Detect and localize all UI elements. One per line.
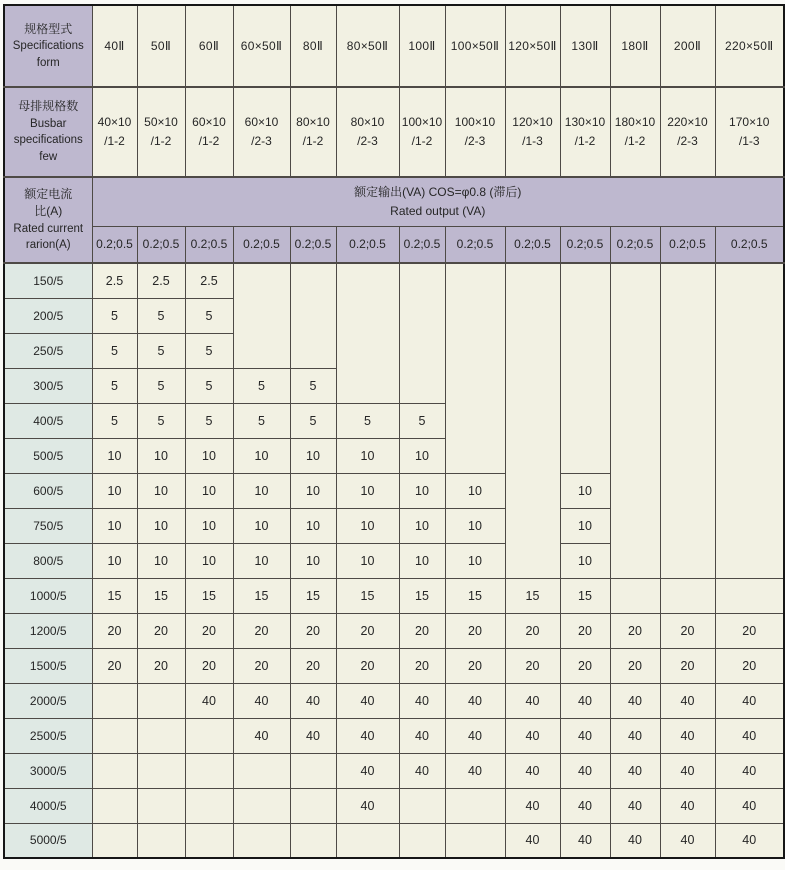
value-cell: 40 bbox=[399, 683, 445, 718]
value-cell: 5 bbox=[336, 403, 399, 438]
row-label: 5000/5 bbox=[4, 823, 92, 858]
value-cell: 5 bbox=[185, 333, 233, 368]
column-header: 100×50Ⅱ bbox=[445, 5, 505, 87]
value-cell: 40 bbox=[336, 683, 399, 718]
value-cell: 20 bbox=[290, 648, 336, 683]
merged-empty-cell bbox=[505, 263, 560, 578]
value-cell: 15 bbox=[505, 578, 560, 613]
value-cell: 40 bbox=[660, 753, 715, 788]
empty-cell bbox=[290, 823, 336, 858]
value-cell: 15 bbox=[336, 578, 399, 613]
value-cell: 2.5 bbox=[92, 263, 137, 298]
value-cell: 40 bbox=[336, 788, 399, 823]
value-cell: 40 bbox=[715, 823, 784, 858]
value-cell: 20 bbox=[92, 648, 137, 683]
value-cell: 10 bbox=[336, 543, 399, 578]
accuracy-class-cell: 0.2;0.5 bbox=[137, 226, 185, 263]
column-header: 60Ⅱ bbox=[185, 5, 233, 87]
busbar-spec-cell bbox=[92, 87, 137, 177]
accuracy-class-cell: 0.2;0.5 bbox=[715, 226, 784, 263]
value-cell: 10 bbox=[445, 543, 505, 578]
column-header: 200Ⅱ bbox=[660, 5, 715, 87]
column-header: 60×50Ⅱ bbox=[233, 5, 290, 87]
empty-cell bbox=[445, 788, 505, 823]
value-cell: 40 bbox=[505, 683, 560, 718]
value-cell: 40 bbox=[560, 753, 610, 788]
table-row bbox=[4, 788, 784, 823]
rated-output-en: Rated output (VA) bbox=[390, 203, 486, 218]
busbar-spec-cell bbox=[505, 87, 560, 177]
value-cell: 20 bbox=[233, 648, 290, 683]
empty-cell bbox=[137, 683, 185, 718]
accuracy-class-cell: 0.2;0.5 bbox=[445, 226, 505, 263]
merged-empty-cell bbox=[715, 263, 784, 578]
value-cell: 20 bbox=[560, 613, 610, 648]
empty-cell bbox=[137, 823, 185, 858]
value-cell: 20 bbox=[290, 613, 336, 648]
value-cell: 20 bbox=[445, 613, 505, 648]
empty-cell bbox=[290, 753, 336, 788]
value-cell: 20 bbox=[185, 613, 233, 648]
value-cell: 10 bbox=[560, 543, 610, 578]
value-cell: 40 bbox=[715, 753, 784, 788]
busbar-spec-line: 100×10 bbox=[454, 115, 496, 130]
value-cell: 15 bbox=[92, 578, 137, 613]
value-cell: 40 bbox=[560, 683, 610, 718]
value-cell: 40 bbox=[560, 718, 610, 753]
value-cell: 10 bbox=[185, 438, 233, 473]
busbar-spec-cell bbox=[560, 87, 610, 177]
value-cell: 40 bbox=[445, 718, 505, 753]
merged-empty-cell bbox=[336, 263, 399, 403]
value-cell: 5 bbox=[92, 298, 137, 333]
busbar-spec-line: 220×10 bbox=[667, 115, 708, 130]
row-label: 200/5 bbox=[4, 298, 92, 333]
value-cell: 40 bbox=[560, 788, 610, 823]
value-cell: 20 bbox=[560, 648, 610, 683]
empty-cell bbox=[660, 578, 715, 613]
busbar-spec-line: 40×10 bbox=[97, 115, 132, 130]
value-cell: 5 bbox=[233, 368, 290, 403]
value-cell: 15 bbox=[137, 578, 185, 613]
row-label: 150/5 bbox=[4, 263, 92, 298]
value-cell: 20 bbox=[92, 613, 137, 648]
value-cell: 40 bbox=[610, 823, 660, 858]
row-label: 2500/5 bbox=[4, 718, 92, 753]
empty-cell bbox=[185, 788, 233, 823]
value-cell: 40 bbox=[505, 753, 560, 788]
value-cell: 10 bbox=[92, 473, 137, 508]
rated-output-header bbox=[92, 177, 784, 226]
busbar-spec-line: 60×10 bbox=[192, 115, 226, 130]
busbar-spec-line: /2-3 bbox=[677, 134, 698, 148]
value-cell: 5 bbox=[92, 333, 137, 368]
empty-cell bbox=[92, 788, 137, 823]
row-label: 4000/5 bbox=[4, 788, 92, 823]
value-cell: 5 bbox=[290, 403, 336, 438]
row-label: 1500/5 bbox=[4, 648, 92, 683]
value-cell: 40 bbox=[610, 788, 660, 823]
value-cell: 2.5 bbox=[137, 263, 185, 298]
table-row bbox=[4, 823, 784, 858]
rated-output-zh: 额定输出(VA) COS=φ0.8 (滞后) bbox=[354, 184, 522, 199]
value-cell: 10 bbox=[336, 438, 399, 473]
value-cell: 10 bbox=[233, 473, 290, 508]
busbar-spec-line: 170×10 bbox=[729, 115, 770, 130]
value-cell: 10 bbox=[137, 473, 185, 508]
busbar-zh: 母排规格数 bbox=[18, 99, 79, 114]
value-cell: 40 bbox=[660, 788, 715, 823]
accuracy-class-cell: 0.2;0.5 bbox=[336, 226, 399, 263]
value-cell: 20 bbox=[399, 613, 445, 648]
table-row bbox=[4, 753, 784, 788]
accuracy-class-cell: 0.2;0.5 bbox=[660, 226, 715, 263]
busbar-spec-line: /1-3 bbox=[522, 134, 543, 148]
busbar-spec-line: /1-2 bbox=[574, 134, 596, 148]
value-cell: 10 bbox=[336, 473, 399, 508]
busbar-spec-cell bbox=[610, 87, 660, 177]
empty-cell bbox=[233, 823, 290, 858]
empty-cell bbox=[185, 718, 233, 753]
value-cell: 40 bbox=[445, 753, 505, 788]
value-cell: 40 bbox=[660, 683, 715, 718]
value-cell: 10 bbox=[399, 473, 445, 508]
busbar-spec-line: /2-3 bbox=[251, 134, 272, 148]
row-label: 1000/5 bbox=[4, 578, 92, 613]
value-cell: 10 bbox=[185, 473, 233, 508]
column-header: 50Ⅱ bbox=[137, 5, 185, 87]
value-cell: 40 bbox=[560, 823, 610, 858]
value-cell: 5 bbox=[137, 333, 185, 368]
value-cell: 20 bbox=[715, 648, 784, 683]
value-cell: 15 bbox=[185, 578, 233, 613]
busbar-en2: specifications bbox=[13, 134, 83, 147]
value-cell: 15 bbox=[290, 578, 336, 613]
busbar-spec-line: 100×10 bbox=[401, 115, 443, 130]
row-label: 800/5 bbox=[4, 543, 92, 578]
accuracy-class-cell: 0.2;0.5 bbox=[505, 226, 560, 263]
value-cell: 40 bbox=[233, 683, 290, 718]
value-cell: 15 bbox=[399, 578, 445, 613]
empty-cell bbox=[92, 753, 137, 788]
value-cell: 5 bbox=[92, 403, 137, 438]
value-cell: 40 bbox=[185, 683, 233, 718]
value-cell: 40 bbox=[233, 718, 290, 753]
busbar-spec-line: 180×10 bbox=[614, 115, 656, 130]
row-label: 1200/5 bbox=[4, 613, 92, 648]
busbar-header-row bbox=[4, 87, 784, 177]
value-cell: 5 bbox=[137, 368, 185, 403]
value-cell: 10 bbox=[233, 508, 290, 543]
accuracy-class-cell: 0.2;0.5 bbox=[92, 226, 137, 263]
value-cell: 40 bbox=[336, 718, 399, 753]
busbar-spec-cell bbox=[233, 87, 290, 177]
value-cell: 2.5 bbox=[185, 263, 233, 298]
empty-cell bbox=[399, 823, 445, 858]
spec-form-header bbox=[4, 5, 92, 87]
value-cell: 20 bbox=[505, 648, 560, 683]
empty-cell bbox=[610, 578, 660, 613]
specifications-table bbox=[3, 4, 785, 859]
row-label: 300/5 bbox=[4, 368, 92, 403]
value-cell: 10 bbox=[92, 438, 137, 473]
busbar-en1: Busbar bbox=[30, 117, 67, 130]
busbar-spec-line: /1-2 bbox=[198, 134, 220, 148]
value-cell: 40 bbox=[505, 823, 560, 858]
value-cell: 20 bbox=[336, 613, 399, 648]
empty-cell bbox=[715, 578, 784, 613]
value-cell: 10 bbox=[445, 473, 505, 508]
empty-cell bbox=[445, 823, 505, 858]
empty-cell bbox=[290, 788, 336, 823]
accuracy-class-cell: 0.2;0.5 bbox=[399, 226, 445, 263]
accuracy-class-cell: 0.2;0.5 bbox=[290, 226, 336, 263]
value-cell: 5 bbox=[399, 403, 445, 438]
empty-cell bbox=[336, 823, 399, 858]
table-row bbox=[4, 718, 784, 753]
value-cell: 10 bbox=[137, 508, 185, 543]
value-cell: 5 bbox=[233, 403, 290, 438]
value-cell: 20 bbox=[445, 648, 505, 683]
table-row bbox=[4, 683, 784, 718]
value-cell: 40 bbox=[660, 823, 715, 858]
column-header: 80Ⅱ bbox=[290, 5, 336, 87]
value-cell: 5 bbox=[92, 368, 137, 403]
accuracy-class-row bbox=[4, 226, 784, 263]
value-cell: 40 bbox=[660, 718, 715, 753]
value-cell: 10 bbox=[233, 543, 290, 578]
rated-current-zh1: 额定电流 bbox=[24, 186, 73, 201]
value-cell: 5 bbox=[185, 403, 233, 438]
row-label: 250/5 bbox=[4, 333, 92, 368]
value-cell: 20 bbox=[233, 613, 290, 648]
accuracy-class-cell: 0.2;0.5 bbox=[610, 226, 660, 263]
merged-empty-cell bbox=[399, 263, 445, 403]
value-cell: 10 bbox=[290, 473, 336, 508]
busbar-spec-line: /1-2 bbox=[302, 134, 324, 148]
value-cell: 40 bbox=[610, 683, 660, 718]
column-header: 120×50Ⅱ bbox=[505, 5, 560, 87]
value-cell: 10 bbox=[445, 508, 505, 543]
busbar-spec-cell bbox=[715, 87, 784, 177]
accuracy-class-cell: 0.2;0.5 bbox=[233, 226, 290, 263]
accuracy-class-cell: 0.2;0.5 bbox=[560, 226, 610, 263]
value-cell: 20 bbox=[137, 648, 185, 683]
spec-form-en1: Specifications bbox=[12, 40, 84, 53]
value-cell: 40 bbox=[715, 683, 784, 718]
column-header: 180Ⅱ bbox=[610, 5, 660, 87]
busbar-spec-cell bbox=[660, 87, 715, 177]
value-cell: 15 bbox=[233, 578, 290, 613]
value-cell: 40 bbox=[505, 788, 560, 823]
table-row bbox=[4, 613, 784, 648]
empty-cell bbox=[137, 718, 185, 753]
value-cell: 40 bbox=[336, 753, 399, 788]
busbar-spec-line: /1-2 bbox=[411, 134, 433, 148]
value-cell: 10 bbox=[137, 438, 185, 473]
value-cell: 10 bbox=[290, 508, 336, 543]
rated-current-en1: Rated current bbox=[13, 222, 84, 235]
column-header: 220×50Ⅱ bbox=[715, 5, 784, 87]
table-row bbox=[4, 578, 784, 613]
busbar-spec-cell bbox=[399, 87, 445, 177]
merged-empty-cell bbox=[560, 263, 610, 473]
column-header: 80×50Ⅱ bbox=[336, 5, 399, 87]
value-cell: 10 bbox=[399, 543, 445, 578]
empty-cell bbox=[137, 788, 185, 823]
merged-empty-cell bbox=[290, 263, 336, 368]
empty-cell bbox=[185, 823, 233, 858]
busbar-spec-cell bbox=[336, 87, 399, 177]
busbar-spec-cell bbox=[185, 87, 233, 177]
busbar-spec-line: 80×10 bbox=[350, 115, 385, 130]
value-cell: 20 bbox=[399, 648, 445, 683]
value-cell: 15 bbox=[560, 578, 610, 613]
row-label: 3000/5 bbox=[4, 753, 92, 788]
busbar-spec-cell bbox=[290, 87, 336, 177]
rated-current-en2: rarion(A) bbox=[25, 239, 71, 252]
merged-empty-cell bbox=[233, 263, 290, 368]
row-label: 2000/5 bbox=[4, 683, 92, 718]
value-cell: 10 bbox=[290, 543, 336, 578]
value-cell: 5 bbox=[290, 368, 336, 403]
value-cell: 20 bbox=[715, 613, 784, 648]
value-cell: 10 bbox=[185, 543, 233, 578]
busbar-spec-line: /2-3 bbox=[464, 134, 486, 148]
value-cell: 40 bbox=[715, 718, 784, 753]
value-cell: 10 bbox=[92, 508, 137, 543]
value-cell: 10 bbox=[399, 508, 445, 543]
empty-cell bbox=[92, 718, 137, 753]
busbar-spec-cell bbox=[137, 87, 185, 177]
empty-cell bbox=[399, 788, 445, 823]
row-label: 500/5 bbox=[4, 438, 92, 473]
value-cell: 15 bbox=[445, 578, 505, 613]
value-cell: 10 bbox=[92, 543, 137, 578]
empty-cell bbox=[185, 753, 233, 788]
form-header-row bbox=[4, 5, 784, 87]
empty-cell bbox=[92, 823, 137, 858]
value-cell: 5 bbox=[185, 368, 233, 403]
merged-empty-cell bbox=[660, 263, 715, 578]
busbar-en3: few bbox=[39, 151, 58, 164]
busbar-spec-line: /2-3 bbox=[357, 134, 378, 148]
row-label: 750/5 bbox=[4, 508, 92, 543]
empty-cell bbox=[92, 683, 137, 718]
value-cell: 10 bbox=[560, 508, 610, 543]
table-row bbox=[4, 263, 784, 298]
value-cell: 10 bbox=[185, 508, 233, 543]
busbar-spec-line: 80×10 bbox=[296, 115, 330, 130]
value-cell: 20 bbox=[336, 648, 399, 683]
value-cell: 10 bbox=[560, 473, 610, 508]
value-cell: 20 bbox=[610, 613, 660, 648]
column-header: 40Ⅱ bbox=[92, 5, 137, 87]
value-cell: 5 bbox=[137, 298, 185, 333]
accuracy-class-cell: 0.2;0.5 bbox=[185, 226, 233, 263]
value-cell: 40 bbox=[445, 683, 505, 718]
value-cell: 10 bbox=[137, 543, 185, 578]
busbar-header bbox=[4, 87, 92, 177]
value-cell: 40 bbox=[610, 753, 660, 788]
value-cell: 40 bbox=[399, 753, 445, 788]
value-cell: 10 bbox=[399, 438, 445, 473]
busbar-spec-cell bbox=[445, 87, 505, 177]
row-label: 600/5 bbox=[4, 473, 92, 508]
busbar-spec-line: /1-3 bbox=[738, 134, 760, 148]
value-cell: 10 bbox=[336, 508, 399, 543]
spec-form-zh: 规格型式 bbox=[24, 21, 73, 36]
busbar-spec-line: 120×10 bbox=[512, 115, 553, 130]
value-cell: 40 bbox=[399, 718, 445, 753]
column-header: 130Ⅱ bbox=[560, 5, 610, 87]
rated-current-zh2: 比(A) bbox=[34, 204, 63, 219]
empty-cell bbox=[233, 788, 290, 823]
busbar-spec-line: 50×10 bbox=[144, 115, 178, 130]
table-row bbox=[4, 648, 784, 683]
empty-cell bbox=[137, 753, 185, 788]
value-cell: 10 bbox=[233, 438, 290, 473]
value-cell: 40 bbox=[290, 718, 336, 753]
value-cell: 10 bbox=[290, 438, 336, 473]
merged-empty-cell bbox=[610, 263, 660, 578]
value-cell: 40 bbox=[715, 788, 784, 823]
busbar-spec-line: /1-2 bbox=[624, 134, 646, 148]
busbar-spec-line: /1-2 bbox=[104, 134, 125, 148]
row-label: 400/5 bbox=[4, 403, 92, 438]
busbar-spec-line: 130×10 bbox=[564, 115, 606, 130]
value-cell: 20 bbox=[610, 648, 660, 683]
busbar-spec-line: 60×10 bbox=[244, 115, 279, 130]
value-cell: 40 bbox=[290, 683, 336, 718]
rated-current-header bbox=[4, 177, 92, 263]
value-cell: 20 bbox=[660, 648, 715, 683]
value-cell: 20 bbox=[137, 613, 185, 648]
empty-cell bbox=[233, 753, 290, 788]
spec-form-en2: form bbox=[36, 56, 60, 69]
value-cell: 5 bbox=[137, 403, 185, 438]
value-cell: 40 bbox=[610, 718, 660, 753]
value-cell: 20 bbox=[505, 613, 560, 648]
merged-empty-cell bbox=[445, 263, 505, 473]
value-cell: 40 bbox=[505, 718, 560, 753]
column-header: 100Ⅱ bbox=[399, 5, 445, 87]
value-cell: 20 bbox=[660, 613, 715, 648]
value-cell: 5 bbox=[185, 298, 233, 333]
busbar-spec-line: /1-2 bbox=[150, 134, 172, 148]
value-cell: 20 bbox=[185, 648, 233, 683]
rated-output-header-row bbox=[4, 177, 784, 226]
